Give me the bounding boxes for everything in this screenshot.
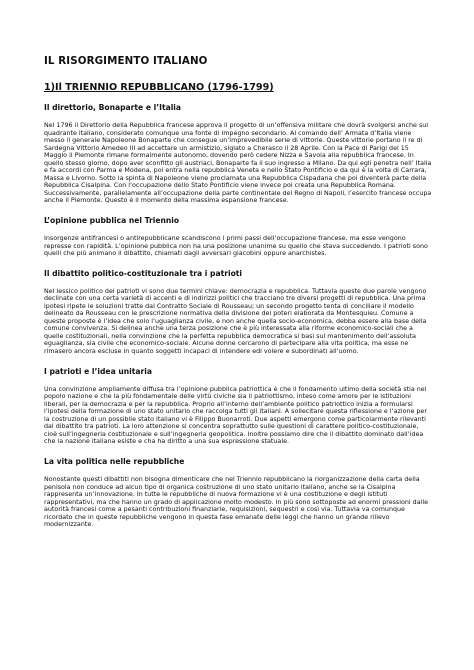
paragraph-opinione-pubblica: Insorgenze antifrancesi o antirepubblicane scandiscono i primi passi dell’occupazione francese, ma esse vengono represse con rapidità. L’opinione pubblica non ha una posizione unanime su quello che stava succedendo. I patrioti sono quelli che più animano il dibattito, chiamati dagli avversari giacobini oppure anarchistes. [44, 235, 428, 258]
heading-opinione-pubblica: L’opinione pubblica nel Triennio [44, 216, 180, 226]
section-title: 1)Il TRIENNIO REPUBBLICANO (1796-1799) [44, 82, 274, 93]
heading-vita-politica: La vita politica nelle repubbliche [44, 456, 185, 466]
document-title: IL RISORGIMENTO ITALIANO [44, 55, 208, 67]
paragraph-idea-unitaria: Una convinzione ampliamente diffusa tra l’opinione pubblica patriottica è che il fondamento ultimo della società stia nel popolo nazione e che la più fondamentale delle virtù civiche sia il patriottismo, inteso come amore per le istituzioni liberali, per la democrazia e per la repubblica. Proprio all’interno dell’ambiente politico patriottico inizia a formularsi l’ipotesi della formazione di uno stato unitario che raccolga tutti gli italiani. A sollecitare questa riflessione e l’azione per la costruzione di un possibile stato italiano vi è Filippo Buonarroti. Due aspetti emergono come particolarmente rilevanti dal dibattito tra patrioti. La loro attenzione si concentra soprattutto sulle questioni di carattere politico-costituzionale, cioè sull’ingegneria costituzionale e sull’ingegneria geopolitica. Inoltre possiamo dire che il dibattito dominato dall’idea che la nazione italiana esiste e cha ha diritto a una sua espressione statuale. [44, 385, 427, 446]
paragraph-dibattito-patrioti: Nel lessico politico dei patrioti vi sono due termini chiave: democrazia e repubblica. Tuttavia queste due parole vengono declinate con una certa varietà di accenti e di indirizzi politici che tracciano tre diversi progetti di repubblica. Una prima ipotesi ripete le soluzioni tratte dal Contratto Sociale di Rousseau; un secondo progetto tenta di conciliare il modello delineato da Rousseau con le prescrizione normativa della divisione dei poteri elaborata da Montesquieu. Comune a queste proposte è l’idea che solo l’uguaglianza civile, e non anche quella socio-economica, debba essere alla base della comune convivenza. Si delinea anche una terza posizione che è più interessata alla riforme economico-sociali che a quelle costituzionali, nella convinzione che la perfetta repubblica democratica si basi sul mantenimento dell’assoluta eguaglianza, sia civile che economico-sociale. Alcune donne cercarono di partecipare alla vita politica, ma esse ne rimasero ancora escluse in quanto soggetti incapaci di intendere edi volere e subordinati all’uomo. [44, 287, 427, 356]
heading-direttorio: Il direttorio, Bonaparte e l’Italia [44, 103, 182, 112]
heading-dibattito-patrioti: Il dibattito politico-costituzionale tra i patrioti [44, 268, 243, 278]
heading-idea-unitaria: I patrioti e l’idea unitaria [44, 366, 152, 376]
paragraph-direttorio: Nel 1796 il Direttorio della Repubblica francese approva il progetto di un’offensiva militare che dovrà svolgersi anche sul quadrante italiano, considerato comunque una fonte di impegno secondario. Al comando dell’ Armata d’Italia viene messo il generale Napoleone Bonaparte che consegue un’imprevedibile serie di vittorie. Queste vittorie portano il re di Sardegna Vittorio Amedeo III ad accettare un armistizio, siglato a Cherasco il 28 Aprile. Con la Pace di Parigi del 15 Maggio il Piemonte rimane formalmente autonomo, dovendo però cedere Nizza e Savoia alla repubblica francese. In quello stesso giorno, dopo aver sconfitto gli austriaci, Bonaparte fa il suo ingresso a Milano. Da qui egli penetra nell’ Italia e fa accordi con Parma e Modena, poi entra nella repubblica Veneta e nello Stato Pontificio e da qui è la volta di Carrara, Massa e Livorno. Sotto la spinta di Napoleone viene proclamata una Repubblica Cispadana che poi diventerà parte della Repubblica Cisalpina. Con l’occupazione dello Stato Pontificio viene invece poi creata una Repubblica Romana. Successivamente, parallelamente all’occupazione della parte continentale del Regno di Napoli, l’esercito francese occupa anche il Piemonte. Questo è il momento della massima espansione francese. [44, 122, 432, 205]
paragraph-vita-politica: Nonostante questi dibattiti non bisogna dimenticare che nel Triennio repubblicano la riorganizzazione della carta della penisola non conduce ad alcun tipo di organica costruzione di uno stato unitario italiano, anche se la Cisalpina rappresenta un’innovazione. In tutte le repubbliche di nuova formazione vi è una costituzione e degli istituti rappresentativi, ma che hanno un grado di applicazione molto modesto. In più sono sottoposte ad enormi pressioni dalle autorità francesi come a pesanti contribuzioni finanziarie, requisizioni, sequestri e così via. Tuttavia va comunque ricordato che in queste repubbliche vengono in questa fase emanate delle leggi che hanno un grande rilievo modernizzante. [44, 475, 429, 529]
